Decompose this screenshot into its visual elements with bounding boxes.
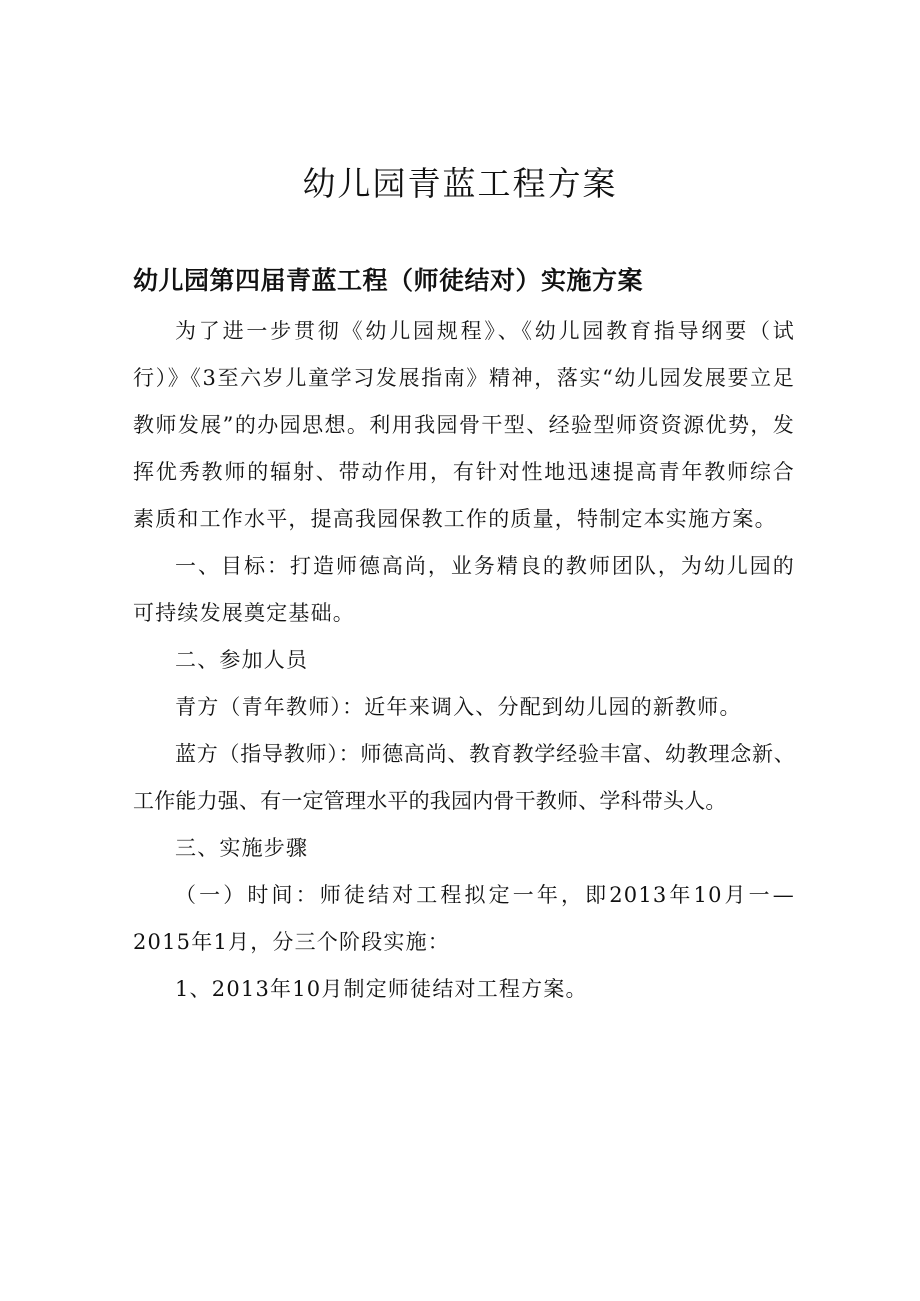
step-one-paragraph: 1、2013年10月制定师徒结对工程方案。 [175,977,588,1001]
steps-heading: 三、实施步骤 [175,836,309,860]
document-title: 幼儿园青蓝工程方案 [302,164,618,203]
young-teacher-paragraph: 青方（青年教师）：近年来调入、分配到幼儿园的新教师。 [175,695,742,719]
goal-paragraph: 一、目标：打造师德高尚，业务精良的教师团队，为幼儿园的可持续发展奠定基础。 [133,554,795,625]
mentor-paragraph: 蓝方（指导教师）：师德高尚、教育教学经验丰富、幼教理念新、工作能力强、有一定管理水平的我园内骨干教师、学科带头人。 [133,742,795,813]
participants-heading: 二、参加人员 [175,648,309,672]
document-subtitle: 幼儿园第四届青蓝工程（师徒结对）实施方案 [133,266,644,295]
intro-paragraph: 为了进一步贯彻《幼儿园规程》、《幼儿园教育指导纲要（试行）》《3至六岁儿童学习发展指南》精神，落实“幼儿园发展要立足教师发展”的办园思想。利用我园骨干型、经验型师资资源优势，发挥优秀教师的辐射、带动作用，有针对性地迅速提高青年教师综合素质和工作水平，提高我园保教工作的质量，特制定本实施方案。 [133,319,795,531]
timeline-paragraph: （一）时间：师徒结对工程拟定一年，即2013年10月一—2015年1月，分三个阶段实施： [133,883,795,954]
document-body [133,308,795,1013]
